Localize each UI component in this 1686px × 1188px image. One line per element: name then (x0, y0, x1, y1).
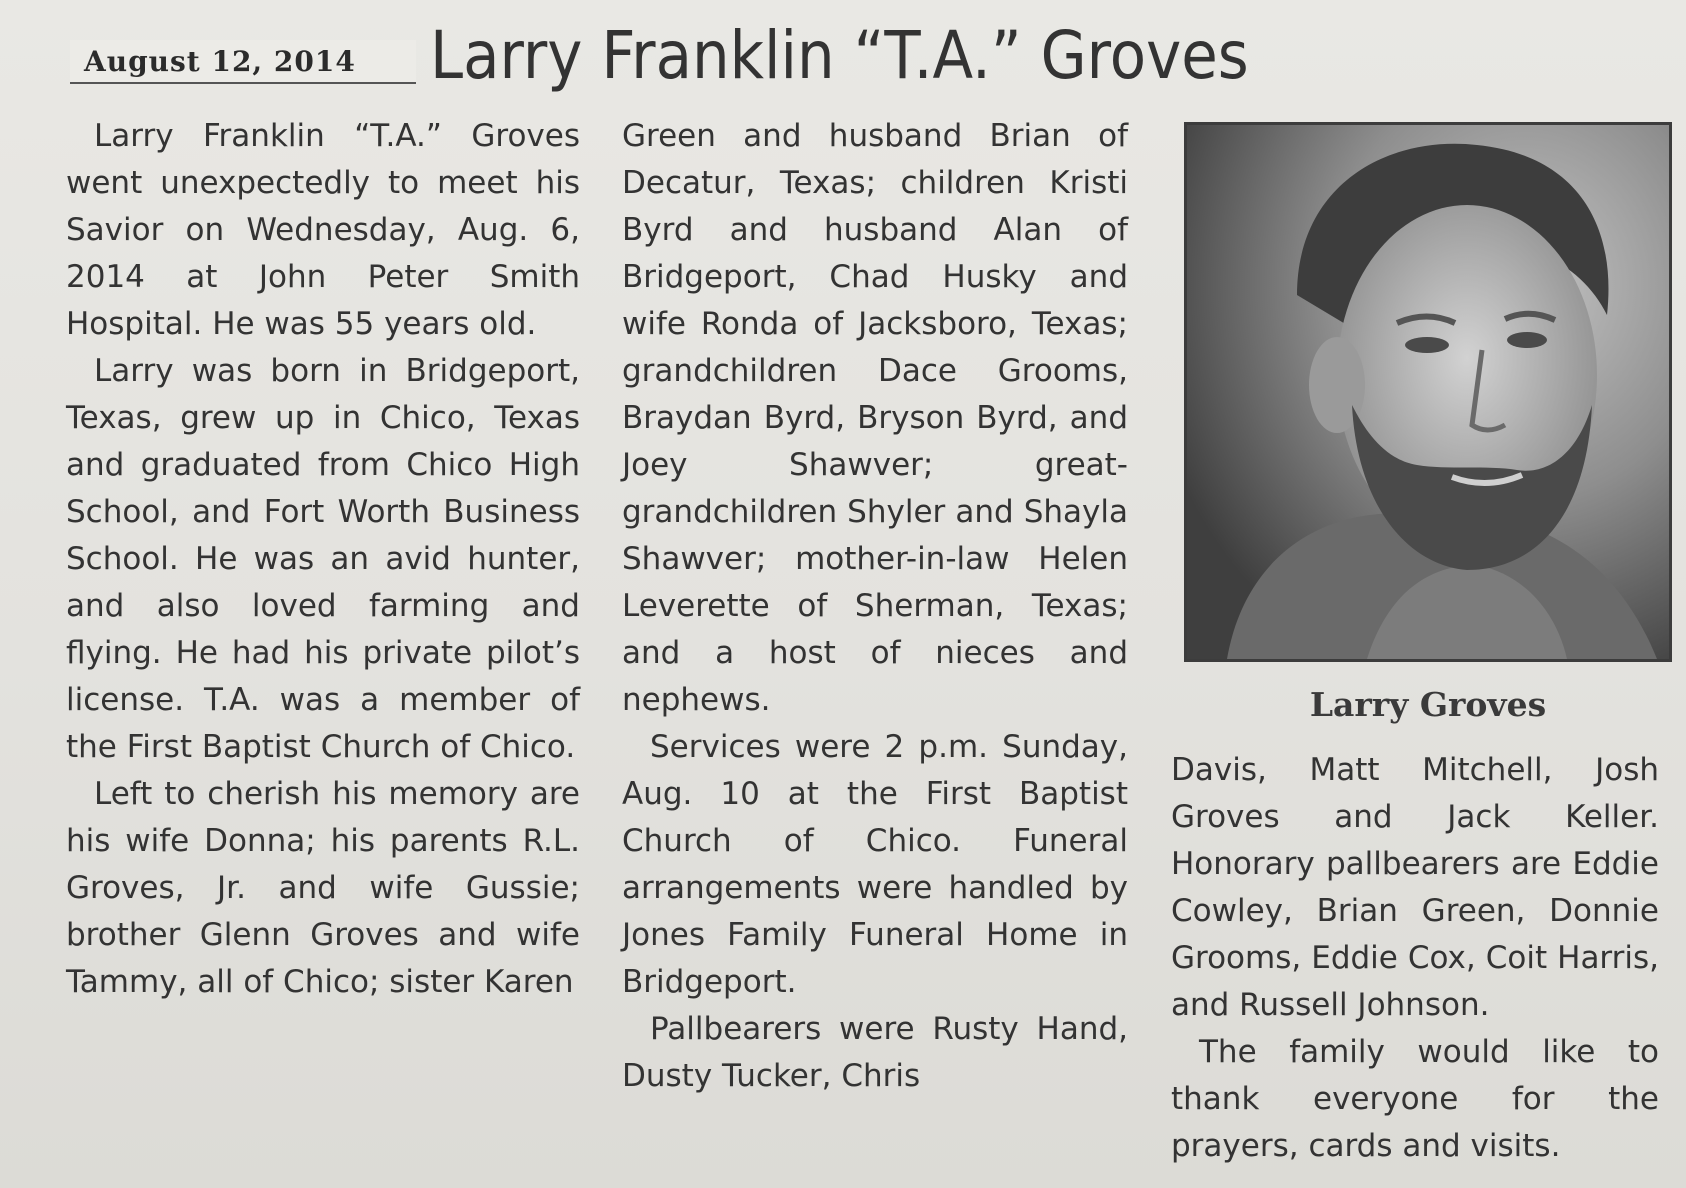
paragraph-pallbearers-continued: Davis, Matt Mitchell, Josh Groves and Jack Keller. Honorary pallbearers are Eddie Cowley, Brian Green, Donnie Grooms, Eddie Cox, Coit Harris, and Russell Johnson. (1171, 752, 1659, 1023)
paragraph-survivors: Left to cherish his memory are his wife Donna; his parents R.L. Groves, Jr. and wife Gussie; brother Glenn Groves and wife Tammy, all of Chico; sister Karen (66, 776, 580, 1000)
paragraph-pallbearers: Pallbearers were Rusty Hand, Dusty Tucker, Chris (622, 1011, 1128, 1094)
photo-caption: Larry Groves (1309, 685, 1547, 724)
article-column-2 (622, 113, 1128, 1100)
paragraph-services: Services were 2 p.m. Sunday, Aug. 10 at the First Baptist Church of Chico. Funeral arrangements were handled by Jones Family Funeral Home in Bridgeport. (622, 729, 1128, 1000)
article-column-1 (66, 113, 580, 1006)
publication-date: August 12, 2014 (70, 40, 416, 84)
portrait-photo (1184, 122, 1672, 662)
paragraph-thanks: The family would like to thank everyone for the prayers, cards and visits. (1171, 1034, 1659, 1164)
paragraph-survivors-continued: Green and husband Brian of Decatur, Texas; children Kristi Byrd and husband Alan of Bridgeport, Chad Husky and wife Ronda of Jacksboro, Texas; grandchildren Dace Grooms, Braydan Byrd, Bryson Byrd, and Joey Shawver; great-grandchildren Shyler and Shayla Shawver; mother-in-law Helen Leverette of Sherman, Texas; and a host of nieces and nephews. (622, 118, 1128, 718)
paragraph-biography: Larry was born in Bridgeport, Texas, grew up in Chico, Texas and graduated from Chico High School, and Fort Worth Business School. He was an avid hunter, and also loved farming and flying. He had his private pilot’s license. T.A. was a member of the First Baptist Church of Chico. (66, 353, 580, 765)
portrait-image (1187, 125, 1669, 659)
article-column-3 (1171, 747, 1659, 1170)
obituary-headline: Larry Franklin “T.A.” Groves (430, 17, 1249, 94)
paragraph-intro: Larry Franklin “T.A.” Groves went unexpectedly to meet his Savior on Wednesday, Aug. 6, 2014 at John Peter Smith Hospital. He was 55 years old. (66, 118, 580, 342)
